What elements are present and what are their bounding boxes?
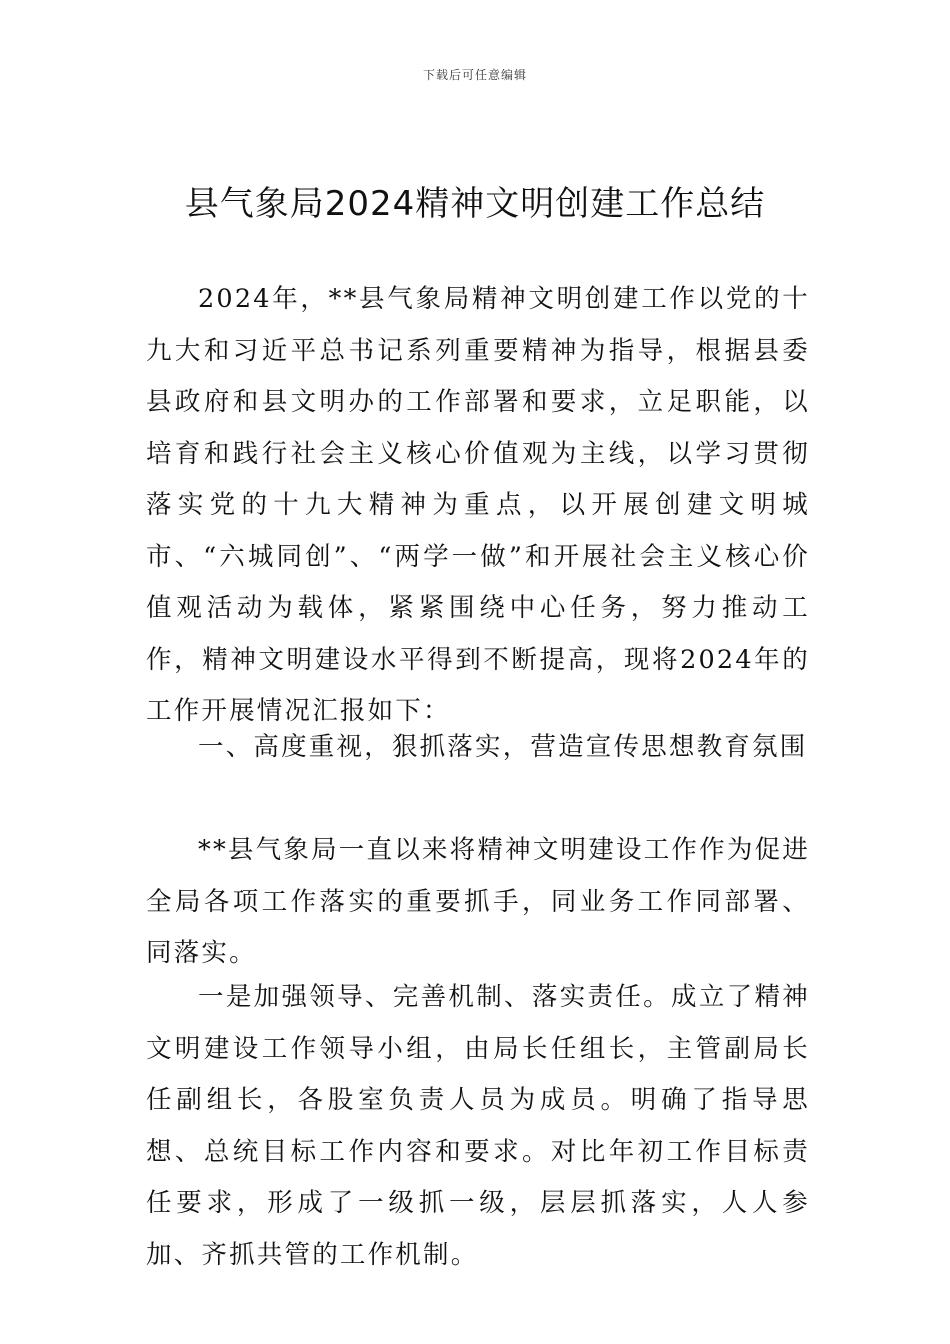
download-note: 下载后可任意编辑 bbox=[422, 68, 527, 82]
section-lead-paragraph: **县气象局一直以来将精神文明建设工作作为促进全局各项工作落实的重要抓手，同业务工作同部署、同落实。 bbox=[146, 835, 810, 968]
section-heading: 一、高度重视，狠抓落实，营造宣传思想教育氛围 bbox=[198, 732, 808, 762]
point-one-paragraph: 一是加强领导、完善机制、落实责任。成立了精神文明建设工作领导小组，由局长任组长，主管副局长任副组长，各股室负责人员为成员。明确了指导思想、总统目标工作内容和要求。对比年初工作目标责任要求，形成了一级抓一级，层层抓落实，人人参加、齐抓共管的工作机制。 bbox=[146, 982, 810, 1270]
document-title: 县气象局2024精神文明创建工作总结 bbox=[184, 184, 766, 224]
intro-paragraph: 2024年，**县气象局精神文明创建工作以党的十九大和习近平总书记系列重要精神为指导，根据县委县政府和县文明办的工作部署和要求，立足职能，以培育和践行社会主义核心价值观为主线，以学习贯彻落实党的十九大精神为重点，以开展创建文明城市、“六城同创”、“两学一做”和开展社会主义核心价值观活动为载体，紧紧围绕中心任务，努力推动工作，精神文明建设水平得到不断提高，现将2024年的工作开展情况汇报如下： bbox=[146, 284, 810, 726]
